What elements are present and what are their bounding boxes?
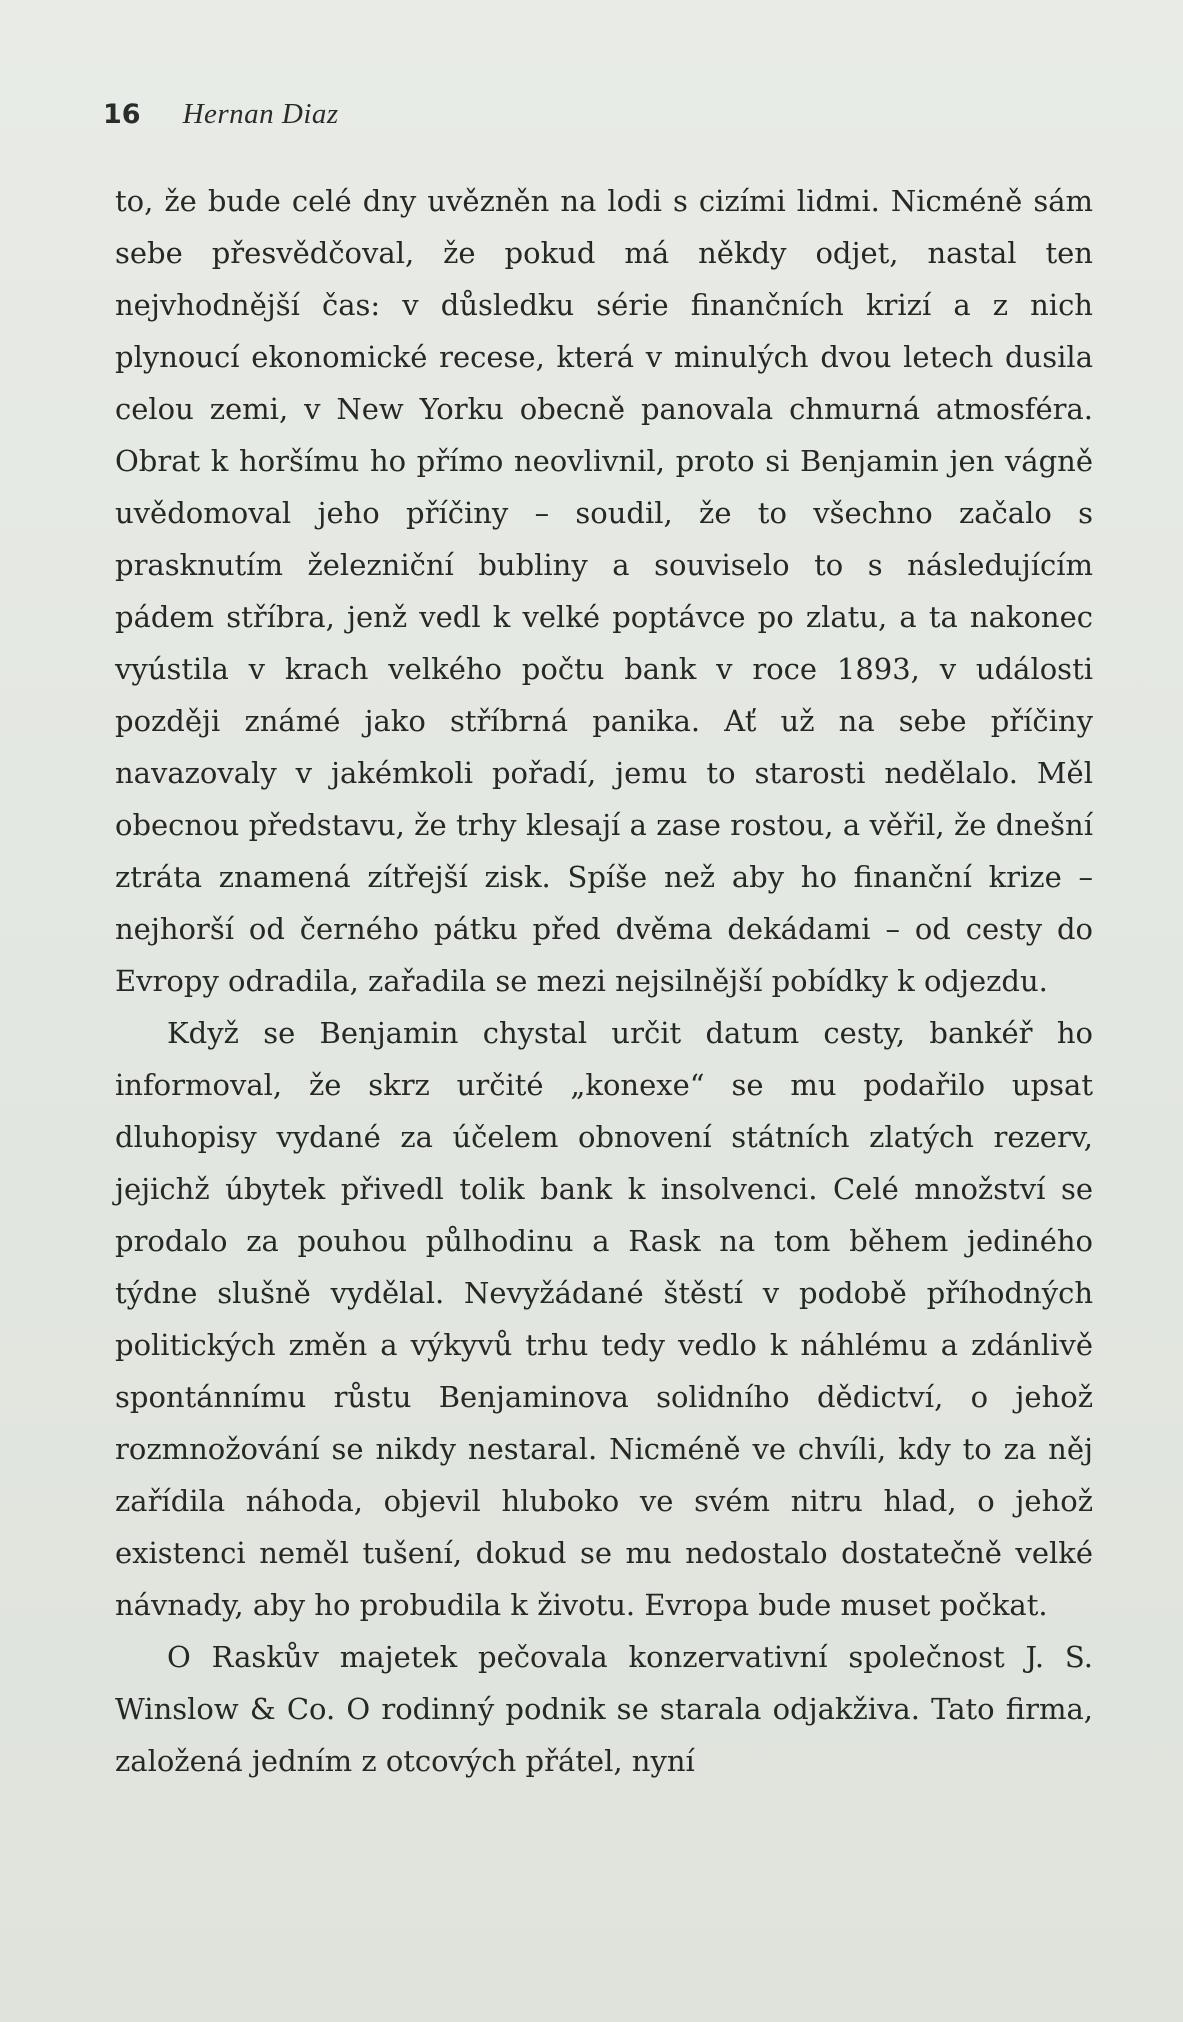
paragraph-1: to, že bude celé dny uvězněn na lodi s cizími lidmi. Nicméně sám sebe přesvědčoval, že pokud má někdy odjet, nastal ten nejvhodnější čas: v důsledku série finančních krizí a z nich plynoucí ekonomické recese, která v minulých dvou letech dusila celou zemi, v New Yorku obecně panovala chmurná atmosféra. Obrat k horšímu ho přímo neovlivnil, proto si Benjamin jen vágně uvědomoval jeho příčiny – soudil, že to všechno začalo s prasknutím železniční bubliny a souviselo to s následujícím pádem stříbra, jenž vedl k velké poptávce po zlatu, a ta nakonec vyústila v krach velkého počtu bank v roce 1893, v události později známé jako stříbrná panika. Ať už na sebe příčiny navazovaly v jakémkoli pořadí, jemu to starosti nedělalo. Měl obecnou představu, že trhy klesají a zase rostou, a věřil, že dnešní ztráta znamená zítřejší zisk. Spíše než aby ho finanční krize – nejhorší od černého pátku před dvěma dekádami – od cesty do Evropy odradila, zařadila se mezi nejsilnější pobídky k odjezdu. (115, 184, 1093, 998)
body-text (115, 175, 1093, 1787)
paragraph-3: O Raskův majetek pečovala konzervativní společnost J. S. Winslow & Co. O rodinný podnik se starala odjakživa. Tato firma, založená jedním z otcových přátel, nyní (115, 1640, 1093, 1778)
running-head (103, 98, 339, 138)
author-name: Hernan Diaz (182, 98, 339, 130)
paragraph-2: Když se Benjamin chystal určit datum cesty, bankéř ho informoval, že skrz určité „konexe“ se mu podařilo upsat dluhopisy vydané za účelem obnovení státních zlatých rezerv, jejichž úbytek přivedl tolik bank k insolvenci. Celé množství se prodalo za pouhou půlhodinu a Rask na tom během jediného týdne slušně vydělal. Nevyžádané štěstí v podobě příhodných politických změn a výkyvů trhu tedy vedlo k náhlému a zdánlivě spontánnímu růstu Benjaminova solidního dědictví, o jehož rozmnožování se nikdy nestaral. Nicméně ve chvíli, kdy to za něj zařídila náhoda, objevil hluboko ve svém nitru hlad, o jehož existenci neměl tušení, dokud se mu nedostalo dostatečně velké návnady, aby ho probudila k životu. Evropa bude muset počkat. (115, 1016, 1093, 1622)
page-number: 16 (103, 99, 141, 130)
